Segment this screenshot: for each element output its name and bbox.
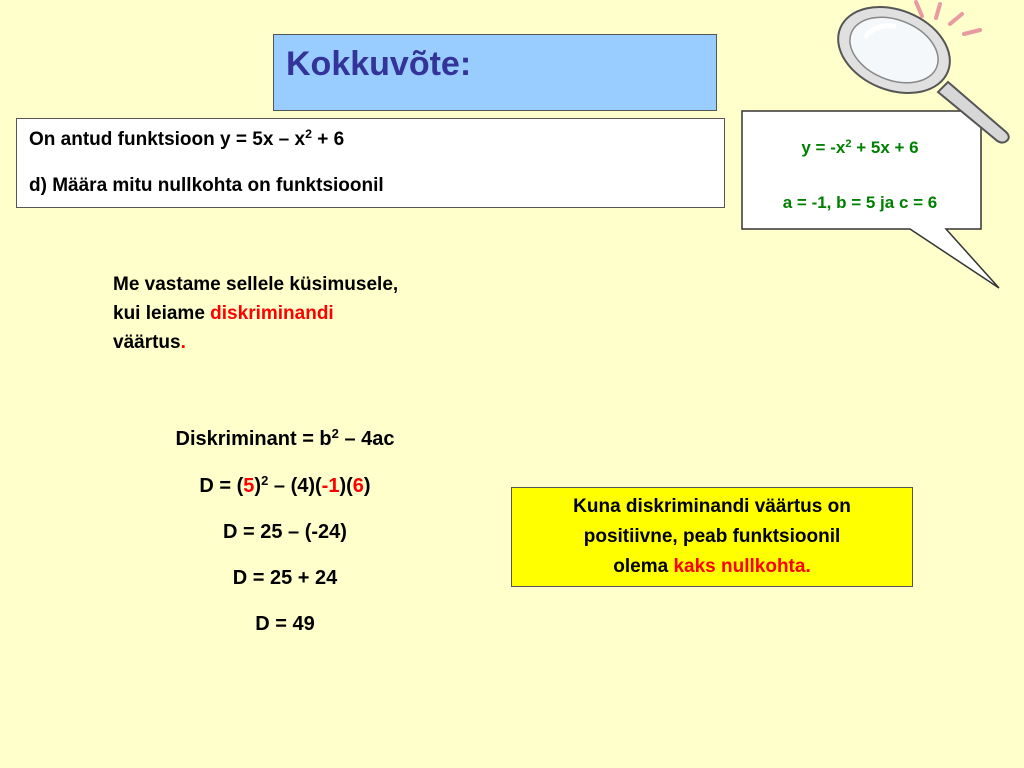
problem-exponent: 2 bbox=[305, 127, 312, 142]
calculation-step-2: D = 25 + 24 bbox=[232, 567, 338, 589]
sub-open: D = ( bbox=[199, 475, 244, 497]
explanation-dot: . bbox=[180, 332, 186, 353]
formula-text: Diskriminant = b bbox=[175, 428, 332, 450]
problem-box bbox=[16, 118, 725, 208]
sub-c-value: 6 bbox=[352, 475, 364, 497]
explanation-line-2 bbox=[113, 299, 513, 328]
explanation-line-1: Me vastame sellele küsimusele, bbox=[113, 274, 399, 295]
discriminant-formula bbox=[100, 425, 470, 451]
sub-close-1: ) bbox=[254, 475, 262, 497]
callout-exponent: 2 bbox=[845, 137, 852, 150]
callout-coefficients: a = -1, b = 5 ja c = 6 bbox=[782, 193, 938, 212]
sub-b-value: 5 bbox=[243, 475, 255, 497]
sub-a-value: -1 bbox=[321, 475, 340, 497]
problem-function-suffix: + 6 bbox=[311, 129, 345, 150]
sub-mid-2: )( bbox=[339, 475, 353, 497]
slide-title: Kokkuvõte: bbox=[286, 45, 472, 83]
magnifying-glass-icon bbox=[830, 0, 1020, 145]
formula-suffix: – 4ac bbox=[338, 428, 395, 450]
callout-equation-suffix: + 5x + 6 bbox=[851, 138, 919, 157]
two-roots-highlight: kaks nullkohta. bbox=[673, 556, 811, 577]
calculation-step-1: D = 25 – (-24) bbox=[223, 521, 347, 543]
discriminant-highlight: diskriminandi bbox=[210, 303, 334, 324]
problem-question: d) Määra mitu nullkohta on funktsioonil bbox=[29, 175, 384, 196]
explanation-line-3 bbox=[113, 328, 513, 357]
sub-exponent: 2 bbox=[261, 472, 269, 488]
conclusion-line-2: positiivne, peab funktsioonil bbox=[583, 526, 841, 547]
conclusion-line-3-text: olema bbox=[613, 556, 674, 577]
conclusion-line-1: Kuna diskriminandi väärtus on bbox=[573, 496, 851, 517]
sub-mid: – (4)( bbox=[268, 475, 322, 497]
title-box bbox=[273, 34, 717, 111]
sub-close-2: ) bbox=[363, 475, 371, 497]
problem-function-text: On antud funktsioon y = 5x – x bbox=[29, 129, 306, 150]
conclusion-box bbox=[511, 487, 913, 587]
conclusion-line-3 bbox=[512, 552, 912, 582]
calculation-result: D = 49 bbox=[255, 613, 315, 635]
formula-exponent: 2 bbox=[331, 425, 339, 441]
callout-equation-text: y = -x bbox=[801, 138, 846, 157]
explanation-line-2-text: kui leiame bbox=[113, 303, 211, 324]
problem-function bbox=[29, 129, 344, 151]
discriminant-substitution bbox=[100, 472, 470, 498]
explanation-text bbox=[113, 270, 513, 357]
explanation-line-3-text: väärtus bbox=[113, 332, 181, 353]
